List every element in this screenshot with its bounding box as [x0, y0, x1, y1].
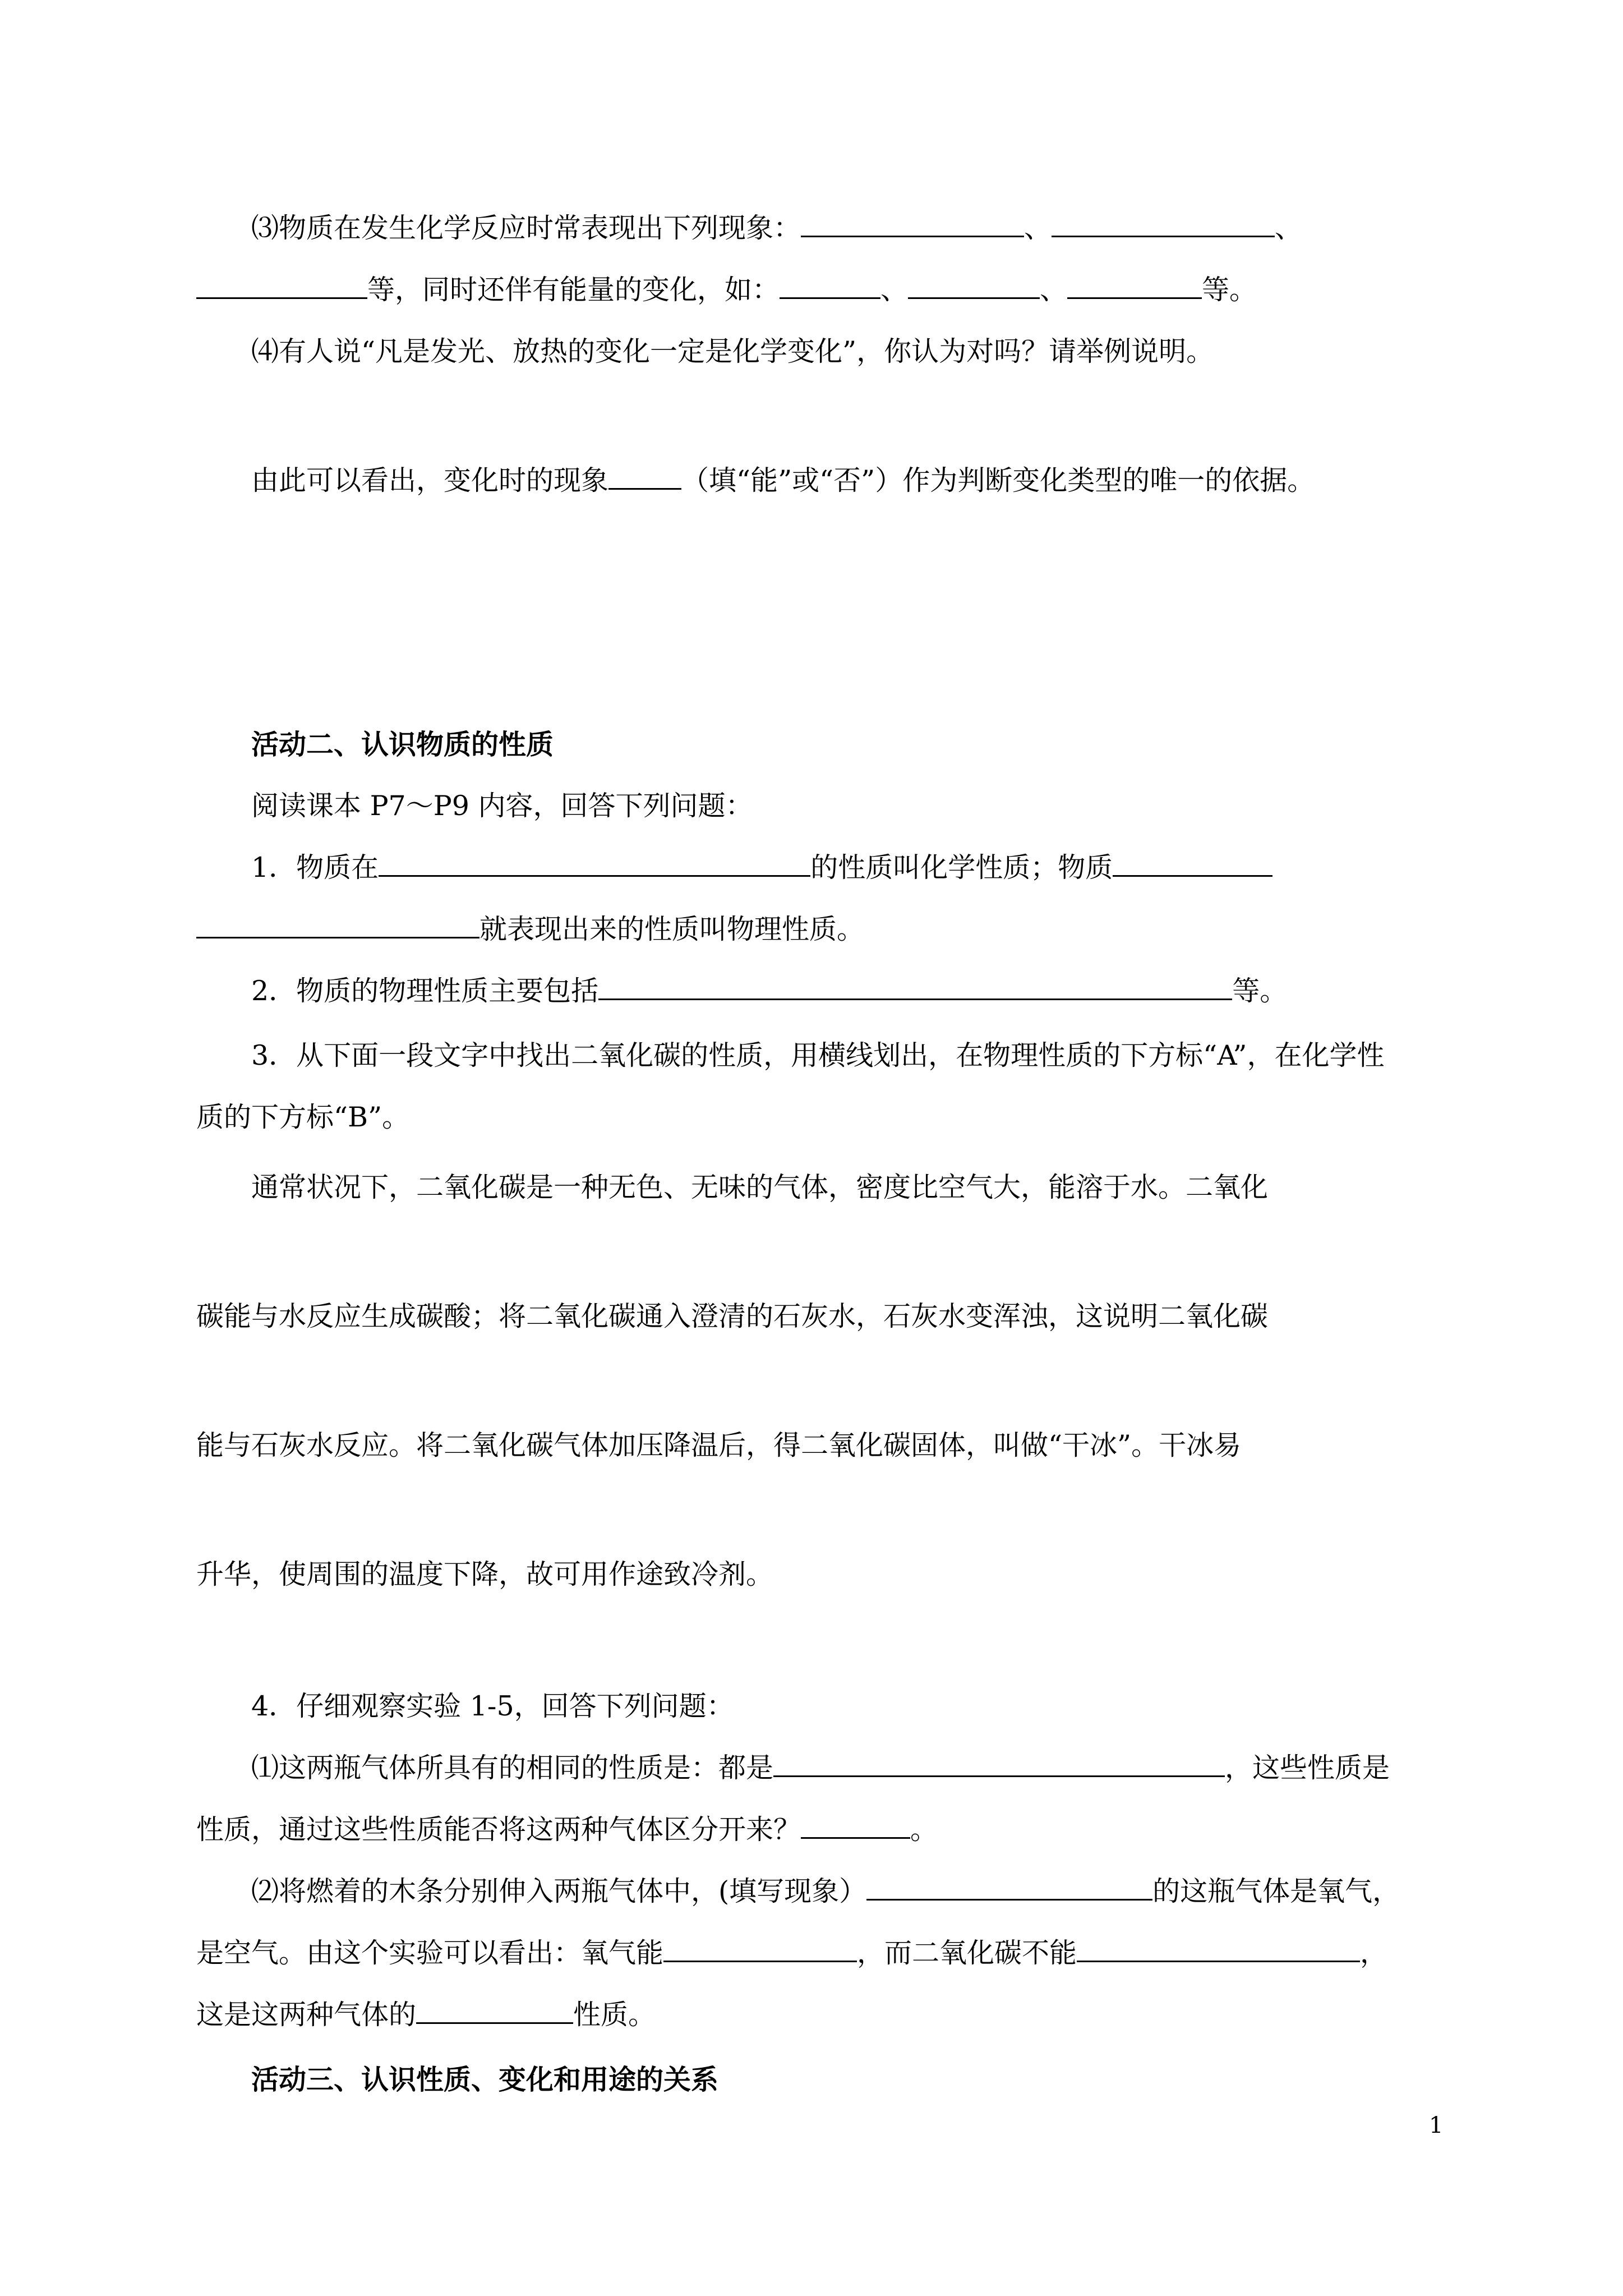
answer-blank[interactable] [663, 1936, 857, 1962]
answer-blank[interactable] [1067, 273, 1202, 299]
answer-blank[interactable] [196, 273, 367, 299]
answer-blank[interactable] [866, 1874, 1152, 1901]
activity3-title: 活动三、认识性质、变化和用途的关系 [251, 2063, 719, 2096]
a2-q1-line2: 就表现出来的性质叫物理性质。 [196, 912, 864, 947]
answer-blank[interactable] [608, 463, 681, 490]
answer-blank[interactable] [773, 1751, 1225, 1777]
a2-q3-line2: 质的下方标“B”。 [196, 1101, 410, 1133]
q4-text: ⑷有人说“凡是发光、放热的变化一定是化学变化”，你认为对吗？请举例说明。 [251, 335, 1214, 367]
answer-blank[interactable] [801, 211, 1024, 237]
passage-line: 能与石灰水反应。将二氧化碳气体加压降温后，得二氧化碳固体，叫做“干冰”。干冰易 [196, 1429, 1242, 1461]
answer-blank[interactable] [598, 974, 1232, 1000]
passage-line: 升华，使周围的温度下降，故可用作途致冷剂。 [196, 1558, 774, 1590]
activity2-intro: 阅读课本 P7～P9 内容，回答下列问题： [251, 790, 753, 822]
a2-q2: 2．物质的物理性质主要包括 等。 [251, 975, 1288, 1007]
page-number: 1 [1429, 2113, 1444, 2138]
a2-q4-2-line3: 这是这两种气体的 性质。 [196, 1999, 656, 2031]
answer-blank[interactable] [379, 850, 810, 877]
passage-line: 通常状况下，二氧化碳是一种无色、无味的气体，密度比空气大，能溶于水。二氧化 [251, 1171, 1269, 1203]
q3-line2: 等，同时还伴有能量的变化，如： 、 、 等。 [196, 272, 1257, 308]
activity2-title: 活动二、认识物质的性质 [251, 728, 554, 761]
a2-q4-intro: 4．仔细观察实验 1-5，回答下列问题： [251, 1690, 734, 1722]
passage-line: 碳能与水反应生成碳酸；将二氧化碳通入澄清的石灰水，石灰水变浑浊，这说明二氧化碳 [196, 1300, 1269, 1332]
answer-blank[interactable] [801, 1812, 910, 1839]
answer-blank[interactable] [1052, 211, 1275, 237]
answer-blank[interactable] [416, 1998, 573, 2024]
answer-blank[interactable] [780, 273, 880, 299]
answer-blank[interactable] [908, 273, 1040, 299]
q3-prefix: ⑶物质在发生化学反应时常表现出下列现象： [251, 212, 801, 244]
a2-q4-2-line1: ⑵将燃着的木条分别伸入两瓶气体中，(填写现象） 的这瓶气体是氧气， [251, 1875, 1400, 1907]
a2-q4-1-line2: 性质，通过这些性质能否将这两种气体区分开来？ 。 [196, 1814, 938, 1846]
a2-q1-line1: 1．物质在 的性质叫化学性质；物质 [251, 850, 1272, 886]
a2-q4-2-line2: 是空气。由这个实验可以看出：氧气能 ，而二氧化碳不能 ， [196, 1937, 1388, 1969]
answer-blank[interactable] [1113, 850, 1272, 877]
q3-line1: ⑶物质在发生化学反应时常表现出下列现象： 、 、 [251, 212, 1303, 244]
a2-q3-line1: 3．从下面一段文字中找出二氧化碳的性质，用横线划出，在物理性质的下方标“A”，在化学性 [251, 1039, 1385, 1071]
answer-blank[interactable] [196, 912, 479, 938]
conclusion-line: 由此可以看出，变化时的现象 （填“能”或“否”）作为判断变化类型的唯一的依据。 [251, 464, 1315, 496]
answer-blank[interactable] [1077, 1936, 1360, 1962]
a2-q4-1-line1: ⑴这两瓶气体所具有的相同的性质是：都是 ，这些性质是 [251, 1752, 1390, 1784]
